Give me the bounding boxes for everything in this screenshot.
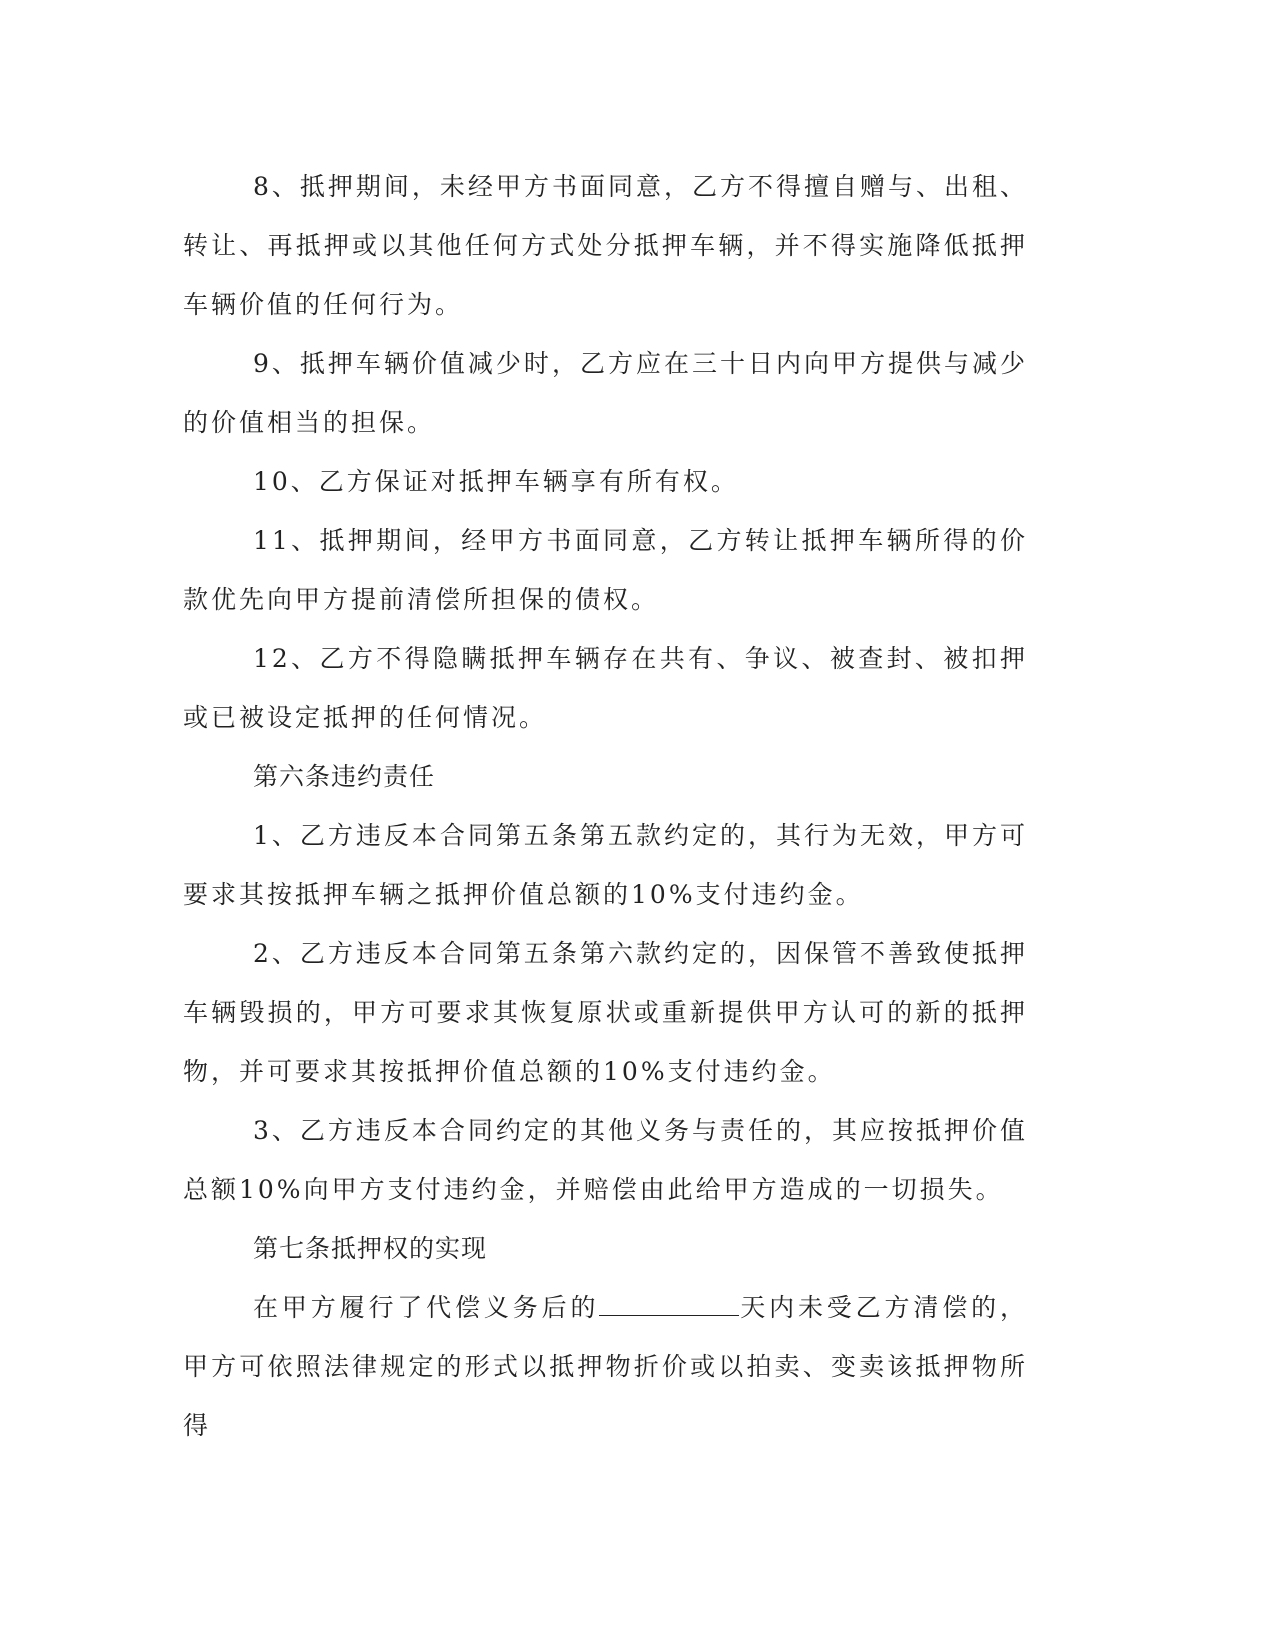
fill-in-blank[interactable] (599, 1293, 739, 1316)
text-after-blank: 天内未受乙方清偿的，甲方可依照法律规定的形式以抵押物折价或以拍卖、变卖该抵押物所得 (183, 1293, 1028, 1440)
contract-body (183, 157, 1028, 1455)
clause-paragraph: 9、抵押车辆价值减少时，乙方应在三十日内向甲方提供与减少的价值相当的担保。 (183, 349, 1028, 437)
text-before-blank: 在甲方履行了代偿义务后的 (253, 1293, 600, 1322)
clause-paragraph: 12、乙方不得隐瞒抵押车辆存在共有、争议、被查封、被扣押或已被设定抵押的任何情况。 (183, 644, 1028, 732)
section-heading: 第七条抵押权的实现 (253, 1234, 488, 1263)
clause-paragraph: 3、乙方违反本合同约定的其他义务与责任的，其应按抵押价值总额10%向甲方支付违约金，并赔偿由此给甲方造成的一切损失。 (183, 1116, 1028, 1204)
clause-paragraph: 2、乙方违反本合同第五条第六款约定的，因保管不善致使抵押车辆毁损的，甲方可要求其恢复原状或重新提供甲方认可的新的抵押物，并可要求其按抵押价值总额的10%支付违约金。 (183, 939, 1028, 1086)
clause-paragraph-with-blank (183, 1278, 1028, 1455)
clause-paragraph: 8、抵押期间，未经甲方书面同意，乙方不得擅自赠与、出租、转让、再抵押或以其他任何方式处分抵押车辆，并不得实施降低抵押车辆价值的任何行为。 (183, 172, 1028, 319)
clause-paragraph: 11、抵押期间，经甲方书面同意，乙方转让抵押车辆所得的价款优先向甲方提前清偿所担保的债权。 (183, 526, 1028, 614)
clause-paragraph: 1、乙方违反本合同第五条第五款约定的，其行为无效，甲方可要求其按抵押车辆之抵押价值总额的10%支付违约金。 (183, 821, 1028, 909)
section-heading: 第六条违约责任 (253, 762, 436, 791)
clause-paragraph: 10、乙方保证对抵押车辆享有所有权。 (253, 467, 739, 496)
